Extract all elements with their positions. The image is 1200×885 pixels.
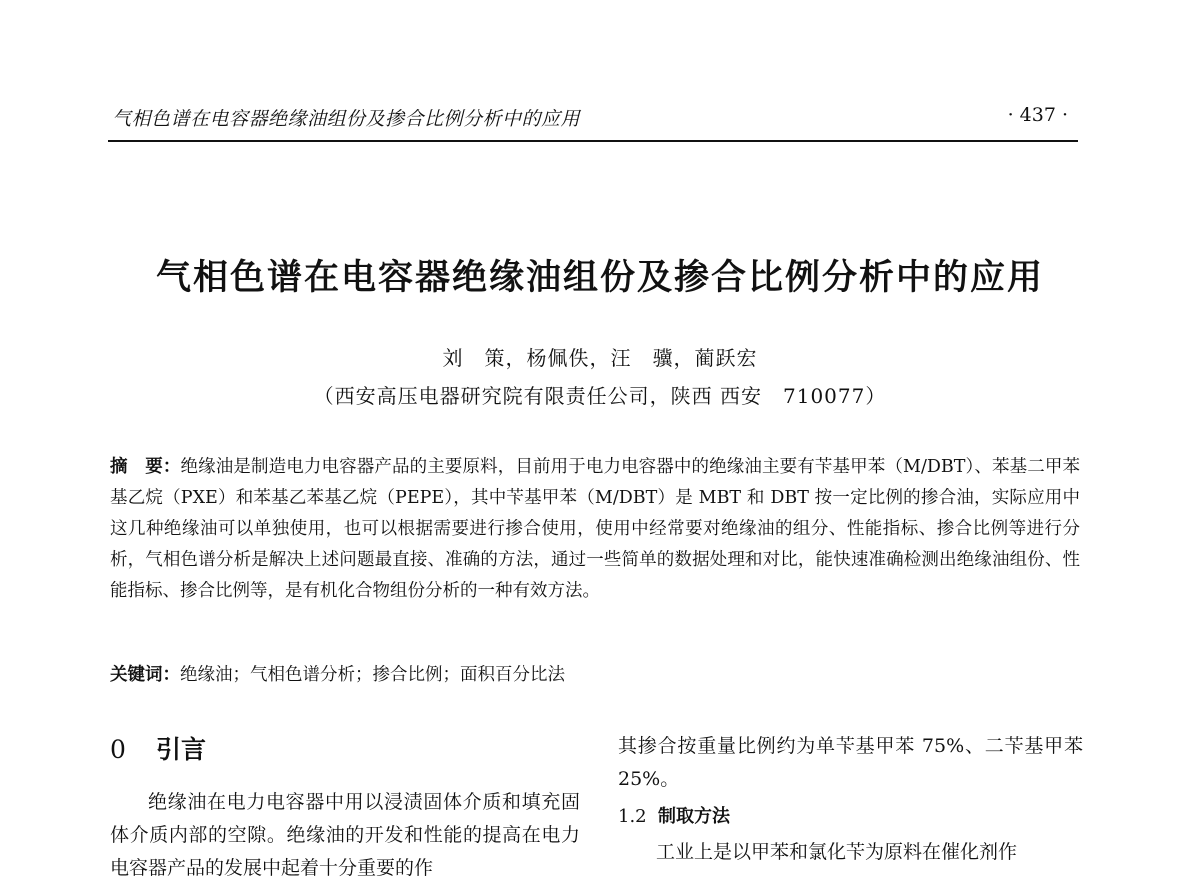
section-paragraph: 绝缘油在电力电容器中用以浸渍固体介质和填充固体介质内部的空隙。绝缘油的开发和性能的提高在电力电容器产品的发展中起着十分重要的作: [110, 791, 580, 879]
running-head: [108, 104, 1078, 142]
keywords: [110, 660, 1080, 690]
subsection-heading: [618, 802, 1083, 832]
abstract: [110, 452, 1080, 607]
affiliation: （西安高压电器研究院有限责任公司，陕西 西安 710077）: [313, 384, 887, 408]
abstract-text: 绝缘油是制造电力电容器产品的主要原料，目前用于电力电容器中的绝缘油主要有苄基甲苯（M/DBT）、苯基二甲苯基乙烷（PXE）和苯基乙苯基乙烷（PEPE），其中苄基甲苯（M/DBT）是 MBT 和 DBT 按一定比例的掺合油，实际应用中这几种绝缘油可以单独使用，也可以根据需要进行掺合使用，使用中经常要对绝缘油的组分、性能指标、掺合比例等进行分析，气相色谱分析是解决上述问题最直接、准确的方法，通过一些简单的数据处理和对比，能快速准确检测出绝缘油组份、性能指标、掺合比例等，是有机化合物组份分析的一种有效方法。: [110, 457, 1081, 601]
right-column: [618, 730, 1083, 869]
page-number: · 437 ·: [1007, 104, 1068, 126]
subsection-paragraph: 工业上是以甲苯和氯化苄为原料在催化剂作: [656, 841, 1018, 863]
section-title: 引言: [156, 735, 207, 764]
running-head-title: 气相色谱在电容器绝缘油组份及掺合比例分析中的应用: [112, 108, 581, 130]
continued-paragraph: 其掺合按重量比例约为单苄基甲苯 75%、二苄基甲苯 25%。: [618, 735, 1083, 790]
keywords-text: 绝缘油；气相色谱分析；掺合比例；面积百分比法: [180, 665, 565, 685]
section-number: 0: [110, 735, 126, 764]
section-heading: [110, 730, 580, 778]
paper-title: 气相色谱在电容器绝缘油组份及掺合比例分析中的应用: [155, 257, 1044, 298]
author-list: 刘 策，杨佩佚，汪 骥，蔺跃宏: [442, 346, 758, 370]
abstract-label: 摘 要：: [110, 457, 181, 477]
subsection-title: 制取方法: [658, 806, 730, 827]
subsection-number: 1.2: [618, 806, 647, 827]
keywords-label: 关键词：: [110, 665, 180, 685]
left-column: [110, 730, 580, 885]
